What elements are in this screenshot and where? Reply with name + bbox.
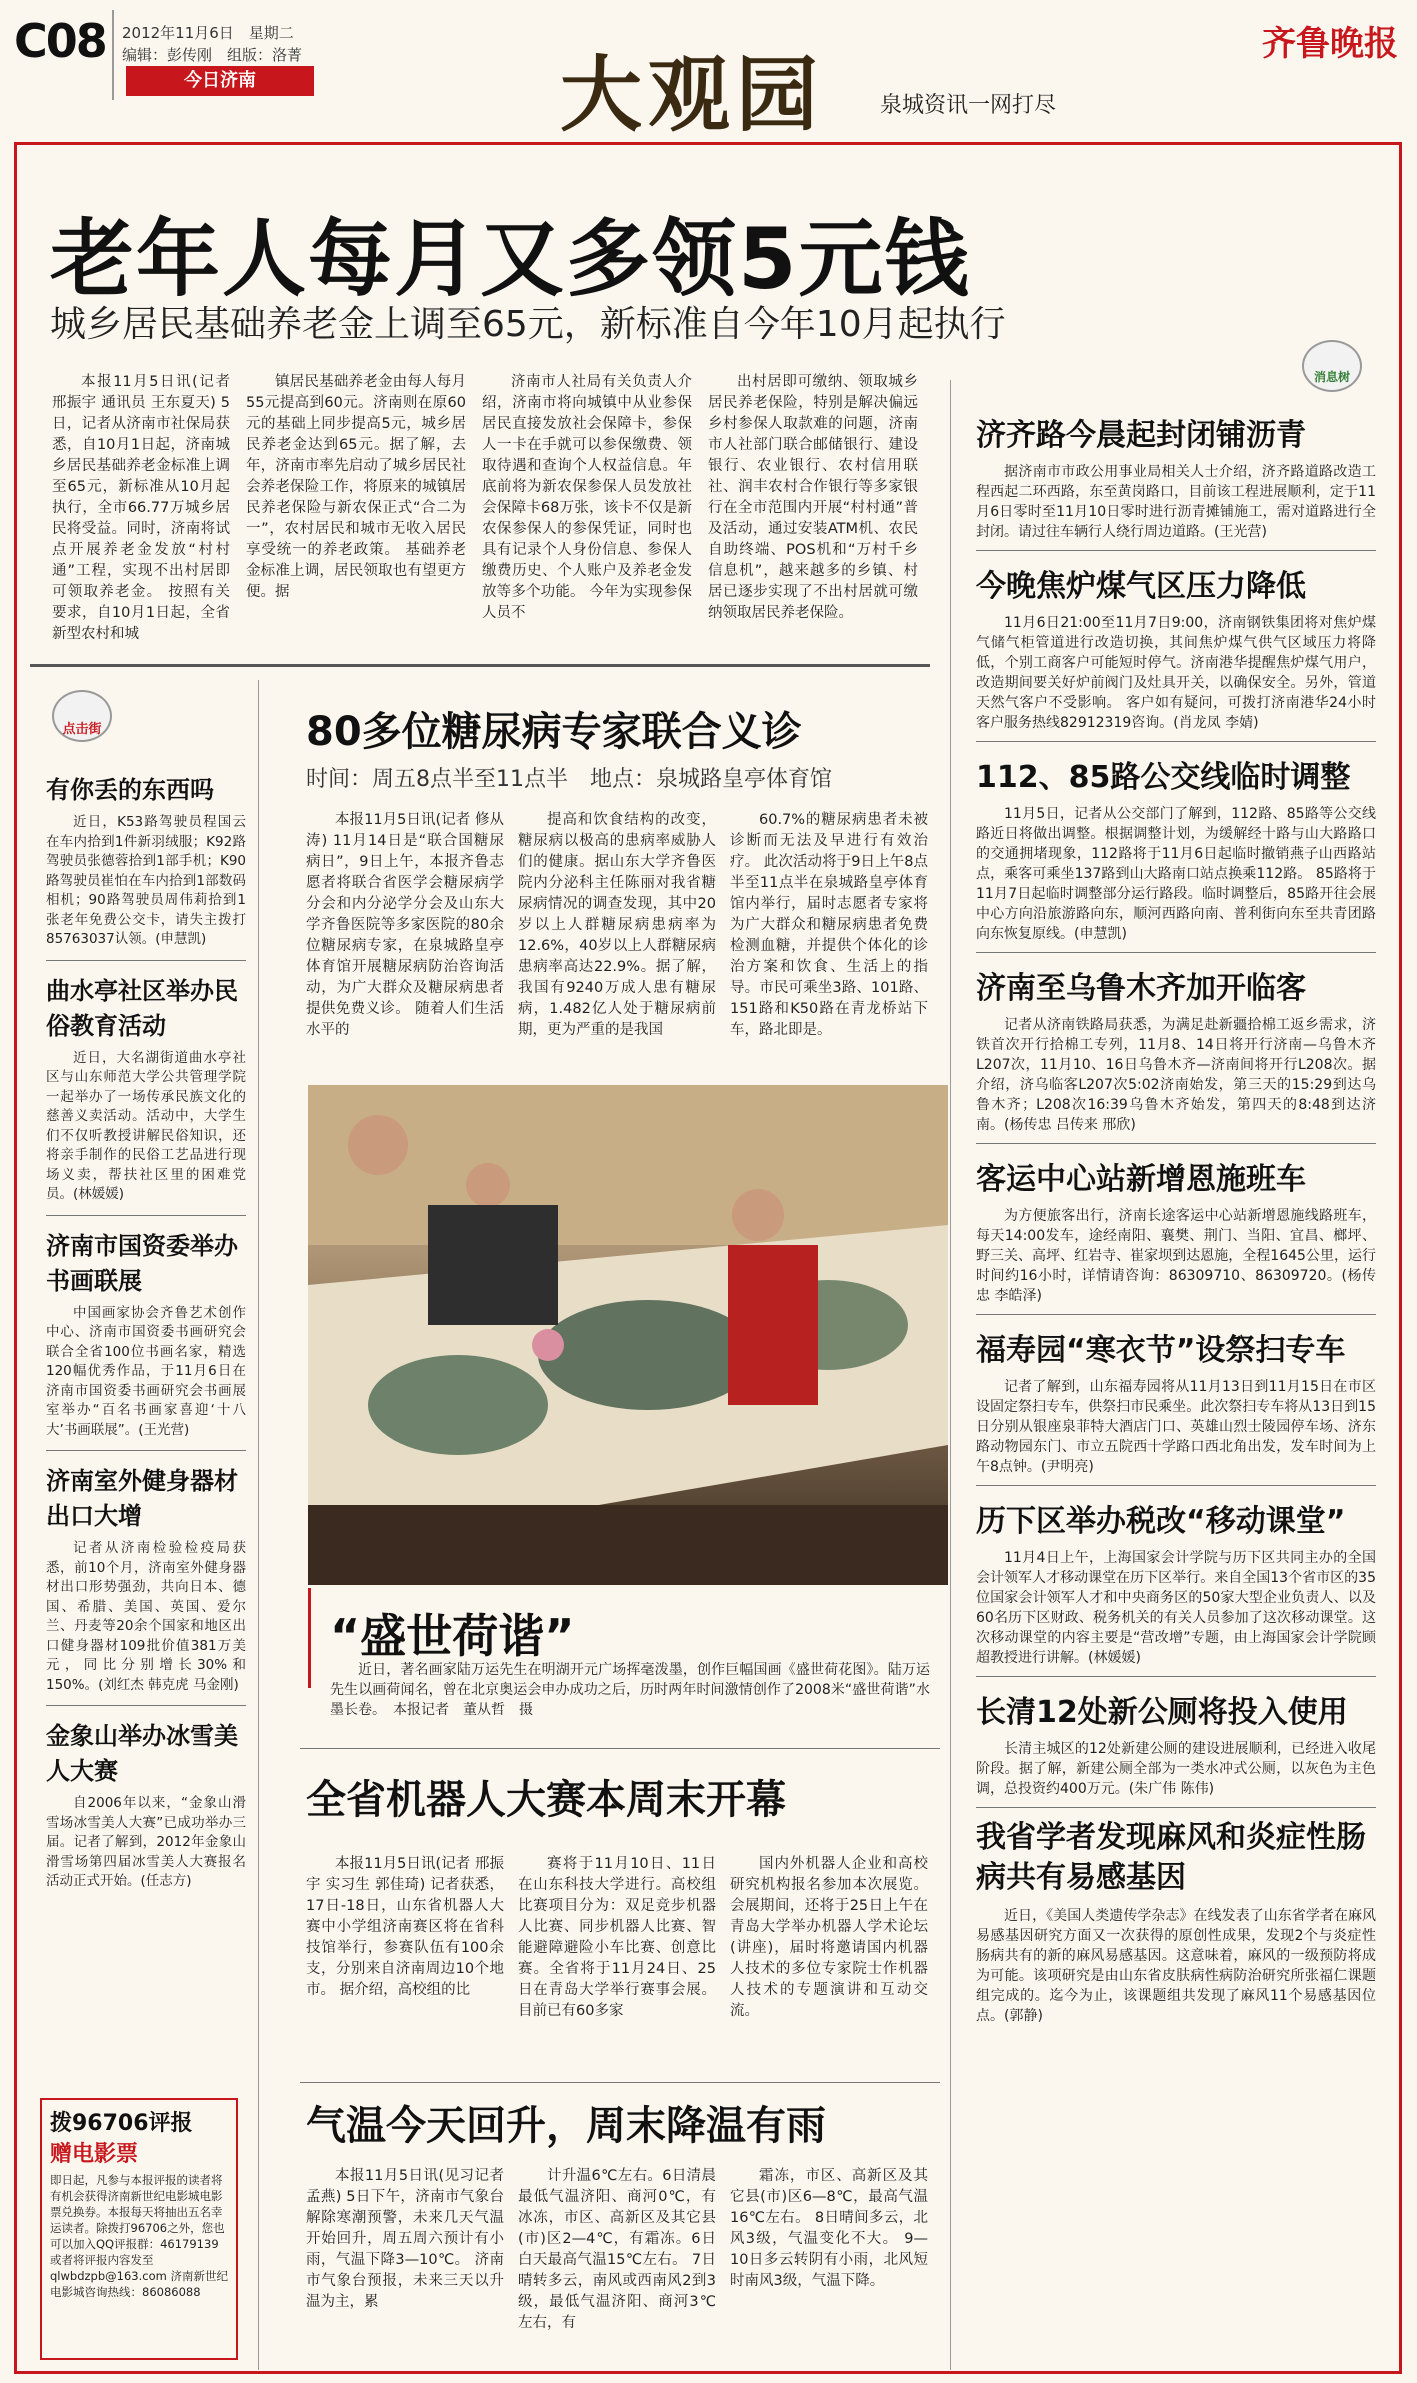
brief-divider: [976, 1314, 1376, 1315]
diabetes-col-1: 本报11月5日讯(记者 修从涛) 11月14日是“联合国糖尿病日”，9日上午，本报齐鲁志愿者将联合省医学会糖尿病学分会和内分泌学分会及山东大学齐鲁医院等多家医院的80余位糖尿病专家，在泉城路皇亭体育馆开展糖尿病防治咨询活动，为广大群众及糖尿病患者提供免费义诊。 随着人们生活水平的: [306, 812, 504, 1038]
news-photo: [308, 1085, 948, 1585]
brief-item: [976, 752, 1376, 944]
brief-item: [976, 1154, 1376, 1306]
brief-divider: [976, 1676, 1376, 1677]
brief-divider: [976, 741, 1376, 742]
brief-item: [46, 1716, 246, 1892]
brief-body: 中国画家协会齐鲁艺术创作中心、济南市国资委书画研究会联合全省100位书画名家，精选120幅优秀作品，于11月6日在济南市国资委书画研究会书画展室举办“百名书画家喜迎‘十八大’书画联展”。(王光营): [46, 1304, 246, 1438]
newspaper-logo: 齐鲁晚报: [1262, 24, 1398, 64]
section-tag: 今日济南: [126, 66, 314, 96]
brief-item: [976, 1818, 1376, 2026]
brief-divider: [976, 952, 1376, 953]
page-number: C08: [14, 14, 106, 68]
weather-top-rule: [300, 2082, 940, 2083]
left-column-badge: 点击街: [52, 690, 112, 742]
lead-col-3: 济南市人社局有关负责人介绍，济南市将向城镇中从业参保居民直接发放社会保障卡，参保人一卡在手就可以参保缴费、领取待遇和查询个人权益信息。年底前将为新农保参保人员发放社会保障卡68万张，该卡不仅是新农保参保人的参保凭证，同时也具有记录个人身份信息、参保人缴费历史、个人账户及养老金发放等多个功能。 今年为实现参保人员不: [482, 374, 692, 621]
brief-title: 济南室外健身器材出口大增: [46, 1467, 238, 1530]
left-briefs: [46, 770, 246, 1892]
photo-floor: [308, 1505, 948, 1585]
lotus-leaf: [368, 1355, 548, 1455]
brief-body: 自2006年以来，“金象山滑雪场冰雪美人大赛”已成功举办三届。记者了解到，2012年金象山滑雪场第四届冰雪美人大赛报名活动正式开始。(任志方): [46, 1795, 246, 1889]
person-body: [428, 1205, 558, 1325]
lead-col-2: 镇居民基础养老金由每人每月55元提高到60元。济南则在原60元的基础上同步提高5元，城乡居民养老金达到65元。据了解，去年，济南市率先启动了城乡居民社会养老保险工作，将原来的城镇居民养老保险与新农保正式“合二为一”，农村居民和城市无收入居民享受统一的养老政策。 基础养老金标准上调，居民领取也有望更方便。据: [246, 374, 466, 600]
brief-title: 济齐路今晨起封闭铺沥青: [976, 418, 1306, 453]
brief-body: 为方便旅客出行，济南长途客运中心站新增恩施线路班车，每天14:00发车，途经南阳、襄樊、荆门、当阳、宜昌、榔坪、野三关、高坪、红岩寺、崔家坝到达恩施，全程1645公里，运行时间约16小时，详情请咨询：86309710、86309720。(杨传忠 李皓泽): [976, 1208, 1376, 1304]
person-head: [466, 1163, 510, 1207]
photo-illustration: [308, 1085, 948, 1585]
brief-title: 济南至乌鲁木齐加开临客: [976, 971, 1306, 1006]
photo-caption: 近日，著名画家陆万运先生在明湖开元广场挥毫泼墨，创作巨幅国画《盛世荷花图》。陆万运先生以画荷闻名，曾在北京奥运会申办成功之后，历时两年时间激情创作了2008米“盛世荷谐”水墨长卷。 本报记者 董从哲 摄: [330, 1662, 930, 1718]
brief-item: [976, 410, 1376, 542]
brief-title: 有你丢的东西吗: [46, 776, 214, 804]
date-line: 2012年11月6日 星期二: [122, 24, 294, 42]
brief-body: 据济南市市政公用事业局相关人士介绍，济齐路道路改造工程西起二环西路，东至黄岗路口，目前该工程进展顺利，定于11月6日零时至11月10日零时进行沥青摊铺施工，需对道路进行全封闭。请过往车辆行人绕行周边道路。(王光营): [976, 464, 1376, 540]
brief-title: 112、85路公交线临时调整: [976, 760, 1351, 795]
brief-divider: [46, 1450, 246, 1451]
brief-divider: [976, 550, 1376, 551]
brief-item: [976, 1496, 1376, 1668]
lotus-leaf: [538, 1300, 758, 1410]
brief-title: 我省学者发现麻风和炎症性肠病共有易感基因: [976, 1820, 1366, 1895]
lead-col-1: 本报11月5日讯(记者 邢振宇 通讯员 王东夏天) 5日，记者从济南市社保局获悉，自10月1日起，济南城乡居民基础养老金标准上调至65元，新标准从10月起执行，全市66.77万城乡居民将受益。同时，济南将试点开展养老金发放“村村通”工程，实现不出村居即可领取养老金。 按照有关要求，自10月1日起，全省新型农村和城: [52, 374, 230, 642]
ad-line-2: 赠电影票: [50, 2142, 139, 2167]
brief-body: 长清主城区的12处新建公厕的建设进展顺利，已经进入收尾阶段。据了解，新建公厕全部为一类水冲式公厕，以灰色为主色调，总投资约400万元。(朱广伟 陈伟): [976, 1741, 1376, 1797]
brief-body: 11月4日上午，上海国家会计学院与历下区共同主办的全国会计领军人才移动课堂在历下区举行。来自全国13个省市区的35位国家会计领军人才和中央商务区的50家大型企业负责人、以及60名历下区财政、税务机关的有关人员参加了这次移动课堂。这次移动课堂的内容主要是“营改增”专题，由上海国家会计学院顾超教授进行讲解。(林媛媛): [976, 1550, 1376, 1666]
brief-divider: [46, 1705, 246, 1706]
brief-divider: [46, 960, 246, 961]
diabetes-title: 80多位糖尿病专家联合义诊: [306, 709, 802, 755]
weather-title: 气温今天回升，周末降温有雨: [306, 2103, 826, 2149]
brief-body: 近日，K53路驾驶员程国云在车内拾到1件新羽绒服；K92路驾驶员张德蓉拾到1部手机；K90路驾驶员崔怕在车内拾到1部数码相机；90路驾驶员周伟莉拾到1张老年免费公交卡，请失主拨打85763037认领。(申慧凯): [46, 814, 246, 947]
lead-col-4: 出村居即可缴纳、领取城乡居民养老保险，特别是解决偏远乡村参保人取款难的问题，济南市人社部门联合邮储银行、建设银行、农业银行、农村信用联社、润丰农村合作银行等多家银行在全市范围内开展“村村通”普及活动，通过安装ATM机、农民自助终端、POS机和“万村千乡信息机”，越来越多的乡镇、村居已逐步实现了不出村居就可缴纳领取居民养老保险。: [708, 374, 918, 621]
photo-caption-bracket: [308, 1588, 311, 1688]
robot-col-1: 本报11月5日讯(记者 邢振宇 实习生 郭佳琦) 记者获悉，17日-18日，山东省机器人大赛中小学组济南赛区将在省科技馆举行，参赛队伍有100余支，分别来自济南周边10个地市。 据介绍，高校组的比: [306, 1856, 504, 1998]
reader-ad[interactable]: [40, 2098, 238, 2360]
brief-body: 记者从济南检验检疫局获悉，前10个月，济南室外健身器材出口形势强劲，共向日本、德国、希腊、美国、英国、爱尔兰、丹麦等20余个国家和地区出口健身器材109批价值381万美元，同比分别增长30%和150%。(刘红杰 韩克虎 马金刚): [46, 1540, 246, 1693]
brief-title: 长清12处新公厕将投入使用: [976, 1695, 1348, 1730]
masthead-divider: [112, 10, 114, 100]
brief-item: [976, 1687, 1376, 1799]
brief-item: [46, 1461, 246, 1695]
brief-divider: [46, 1215, 246, 1216]
brief-body: 11月6日21:00至11月7日9:00，济南钢铁集团将对焦炉煤气储气柜管道进行改造切换，其间焦炉煤气供气区域压力将降低，个别工商客户可能短时停气。济南港华提醒焦炉煤气用户，改造期间要关好炉前阀门及灶具开关，以确保安全。另外，管道天然气客户不受影响。 客户如有疑问，可拨打济南港华24小时客户服务热线82912319咨询。(肖龙凤 李婧): [976, 615, 1376, 731]
brief-body: 记者从济南铁路局获悉，为满足赴新疆拾棉工返乡需求，济铁首次开行拾棉工专列，11月8、14日将开行济南—乌鲁木齐L207次，11月10、16日乌鲁木齐—济南间将开行L208次。据介绍，济乌临客L207次5:02济南始发，第三天的15:29到达乌鲁木齐；L208次16:39乌鲁木齐始发，第四天的8:48到达济南。(杨传忠 吕传来 邢欣): [976, 1017, 1376, 1133]
brief-title: 金象山举办冰雪美人大赛: [46, 1722, 238, 1785]
brief-title: 客运中心站新增恩施班车: [976, 1162, 1306, 1197]
robot-top-rule: [300, 1748, 940, 1749]
person-head: [732, 1189, 784, 1241]
brief-title: 福寿园“寒衣节”设祭扫专车: [976, 1333, 1346, 1368]
brief-divider: [976, 1807, 1376, 1808]
diabetes-col-3: 60.7%的糖尿病患者未被诊断而无法及早进行有效治疗。 此次活动将于9日上午8点半至11点半在泉城路皇亭体育馆内举行，届时志愿者专家将为广大群众和糖尿病患者免费检测血糖，并提供个体化的诊治方案和饮食、生活上的指导。市民可乘坐3路、101路、151路和K50路在青龙桥站下车，路北即是。: [730, 812, 928, 1038]
brief-body: 11月5日，记者从公交部门了解到，112路、85路等公交线路近日将做出调整。根据调整计划，为缓解经十路与山大路路口的交通拥堵现象，112路将于11月6日起临时撤销燕子山西路站点，乘客可乘坐137路到山大路南口站点换乘112路。 85路将于11月7日起临时调整部分运行路段。临时调整后，85路开往会展中心方向沿旅游路向东，顺河西路向南、普利街向东至共青团路向东恢复原线。(申慧凯): [976, 806, 1376, 942]
lead-bottom-rule: [30, 664, 930, 667]
brief-body: 记者了解到，山东福寿园将从11月13日到11月15日在市区设固定祭扫专车，供祭扫市民乘坐。此次祭扫专车将从13日到15日分别从银座泉菲特大酒店门口、英雄山烈士陵园停车场、济东路动物园东门、市立五院西十学路口西北角出发，发车时间为上午8点钟。(尹明亮): [976, 1379, 1376, 1475]
brief-body: 近日，大名湖街道曲水亭社区与山东师范大学公共管理学院一起举办了一场传承民族文化的慈善义卖活动。活动中，大学生们不仅听教授讲解民俗知识，还将亲手制作的民俗工艺品进行现场义卖，帮扶社区里的困难党员。(林媛媛): [46, 1049, 246, 1202]
person-red-jacket: [728, 1245, 818, 1405]
brief-title: 历下区举办税改“移动课堂”: [976, 1504, 1346, 1539]
lotus-flower: [532, 1329, 564, 1361]
right-briefs: [976, 410, 1376, 2026]
column-slogan: 泉城资讯一网打尽: [880, 93, 1057, 118]
robot-title: 全省机器人大赛本周末开幕: [306, 1777, 786, 1823]
brief-divider: [976, 1485, 1376, 1486]
brief-item: [46, 1226, 246, 1441]
robot-col-2: 赛将于11月10日、11日在山东科技大学进行。高校组比赛项目分为：双足竞步机器人比赛、同步机器人比赛、智能避障避险小车比赛、创意比赛。全省将于11月24日、25日在青岛大学举行赛事会展。目前已有60多家: [518, 1856, 716, 2019]
brief-item: [976, 963, 1376, 1135]
weather-col-3: 霜冻，市区、高新区及其它县(市)区6—8℃，最高气温16℃左右。 8日晴间多云，北风3级，气温变化不大。 9—10日多云转阴有小雨，北风短时南风3级，气温下降。: [730, 2168, 928, 2289]
right-column-separator: [950, 380, 951, 2370]
diabetes-col-2: 提高和饮食结构的改变，糖尿病以极高的患病率威胁人们的健康。据山东大学齐鲁医院内分泌科主任陈丽对我省糖尿病情况的调查发现，其中20岁以上人群糖尿病患病率为12.6%，40岁以上人群糖尿病患病率高达22.9%。据了解，我国有9240万成人患有糖尿病，1.482亿人处于糖尿病前期，更为严重的是我国: [518, 812, 716, 1038]
editor-line: 编辑：彭传刚 组版：洛菁: [122, 46, 303, 64]
right-column-badge: 消息树: [1302, 340, 1362, 392]
robot-col-3: 国内外机器人企业和高校研究机构报名参加本次展览。会展期间，还将于25日上午在青岛大学举办机器人学术论坛(讲座)，届时将邀请国内机器人技术的多位专家院士作机器人技术的专题演讲和互动交流。: [730, 1856, 928, 2019]
weather-col-2: 计升温6℃左右。6日清晨最低气温济阳、商河0℃，有冰冻，市区、高新区及其它县(市)区2—4℃，有霜冻。6日白天最高气温15℃左右。 7日晴转多云，南风或西南风2到3级，最低气温济阳、商河3℃左右，有: [518, 2168, 716, 2331]
brief-body: 近日，《美国人类遗传学杂志》在线发表了山东省学者在麻风易感基因研究方面又一次获得的原创性成果，发现2个与炎症性肠病共有的新的麻风易感基因。这意味着，麻风的一级预防将成为可能。该项研究是由山东省皮肤病性病防治研究所张福仁课题组完成的。迄今为止，该课题组共发现了麻风11个易感基因位点。(郭静): [976, 1908, 1376, 2024]
brief-item: [976, 1325, 1376, 1477]
photo-title: “盛世荷谐”: [330, 1609, 575, 1663]
brief-title: 曲水亭社区举办民俗教育活动: [46, 976, 238, 1040]
diabetes-time-place: 时间：周五8点半至11点半 地点：泉城路皇亭体育馆: [306, 767, 832, 792]
column-name: 大观园: [560, 47, 825, 143]
ad-line-1: 拨96706评报: [50, 2111, 193, 2136]
weather-col-1: 本报11月5日讯(见习记者 孟燕) 5日下午，济南市气象台解除寒潮预警，未来几天气温开始回升，周五周六预计有小雨，气温下降3—10℃。 济南市气象台预报，未来三天以升温为主，累: [306, 2168, 504, 2310]
photo-wall: [308, 1085, 948, 1245]
person-head: [348, 1115, 408, 1175]
brief-item: [46, 971, 246, 1205]
lead-subheadline: 城乡居民基础养老金上调至65元，新标准自今年10月起执行: [50, 304, 1006, 345]
brief-title: 济南市国资委举办书画联展: [46, 1231, 238, 1295]
left-column-separator: [258, 680, 259, 2370]
brief-title: 今晚焦炉煤气区压力降低: [976, 569, 1306, 604]
ad-body: 即日起，凡参与本报评报的读者将有机会获得济南新世纪电影城电影票兑换券。本报每天将抽出五名幸运读者。除拨打96706之外，您也可以加入QQ评报群：46179139 或者将评报内容发至qlwbdzpb@163.com 济南新世纪电影城咨询热线：86086088: [50, 2173, 228, 2299]
brief-divider: [976, 1143, 1376, 1144]
lead-headline: 老年人每月又多领5元钱: [50, 210, 971, 308]
brief-item: [46, 770, 246, 950]
brief-item: [976, 561, 1376, 733]
